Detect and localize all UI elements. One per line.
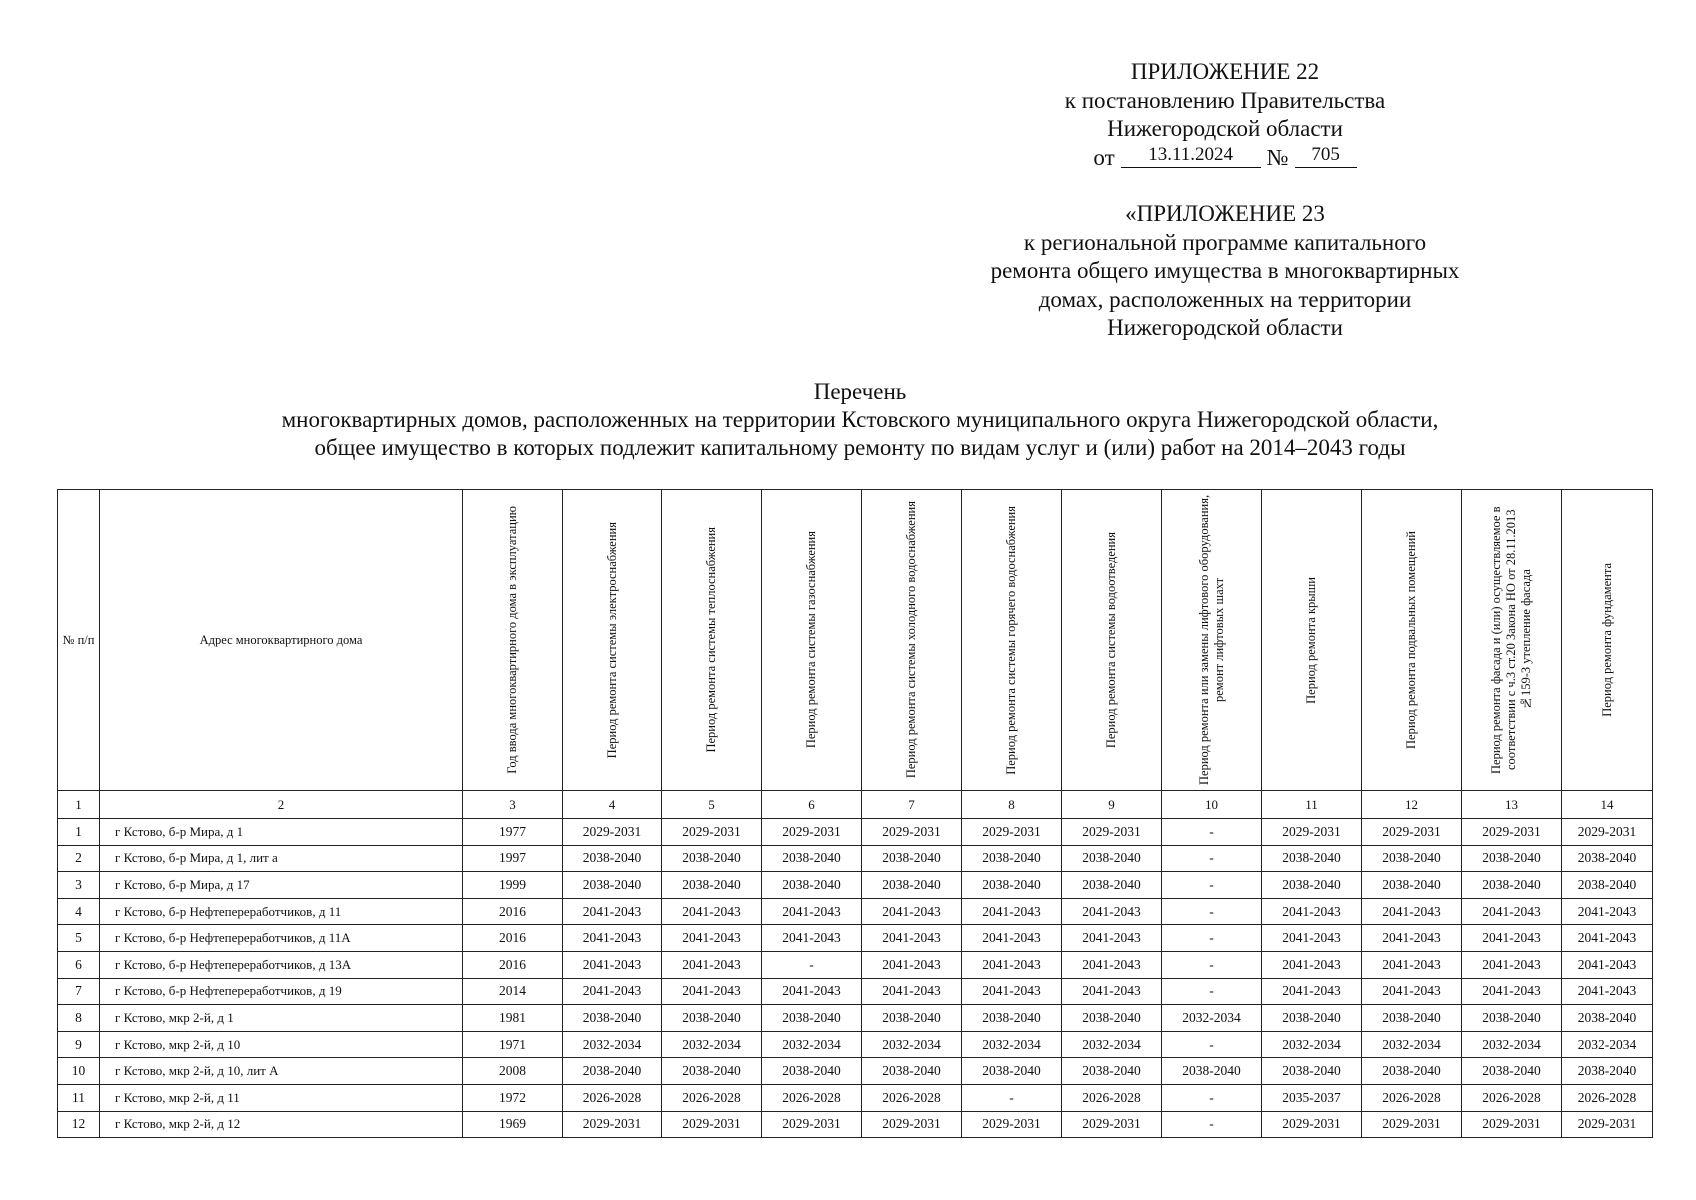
- period-cell: 2029-2031: [1462, 1111, 1562, 1138]
- period-cell: -: [962, 1084, 1062, 1111]
- period-cell: 2038-2040: [1262, 1005, 1362, 1032]
- year-cell: 1972: [463, 1084, 563, 1111]
- column-header-label: № п/п: [62, 632, 95, 647]
- period-cell: 2029-2031: [962, 819, 1062, 846]
- period-cell: 2038-2040: [962, 1058, 1062, 1085]
- period-cell: 2038-2040: [1462, 1005, 1562, 1032]
- period-cell: -: [1162, 951, 1262, 978]
- year-cell: 1997: [463, 845, 563, 872]
- period-cell: 2038-2040: [762, 1058, 862, 1085]
- period-cell: 2041-2043: [1062, 951, 1162, 978]
- address-cell: г Кстово, мкр 2-й, д 10: [100, 1031, 463, 1058]
- period-cell: 2041-2043: [862, 898, 962, 925]
- period-cell: 2029-2031: [1062, 819, 1162, 846]
- address-cell: г Кстово, мкр 2-й, д 12: [100, 1111, 463, 1138]
- appendix-title: ПРИЛОЖЕНИЕ 22: [1130, 59, 1320, 84]
- period-cell: 2041-2043: [662, 898, 762, 925]
- period-cell: 2041-2043: [1362, 978, 1462, 1005]
- period-cell: 2038-2040: [1462, 845, 1562, 872]
- column-number: 10: [1162, 791, 1262, 819]
- column-header: [662, 490, 762, 791]
- period-cell: 2026-2028: [1062, 1084, 1162, 1111]
- table-row: [58, 1031, 1653, 1058]
- period-cell: 2029-2031: [662, 819, 762, 846]
- period-cell: 2041-2043: [962, 925, 1062, 952]
- period-cell: -: [1162, 845, 1262, 872]
- period-cell: 2038-2040: [962, 845, 1062, 872]
- period-cell: 2038-2040: [862, 872, 962, 899]
- column-header: [1362, 490, 1462, 791]
- period-cell: 2029-2031: [1262, 1111, 1362, 1138]
- row-number-cell: 2: [58, 845, 100, 872]
- column-header-label: Период ремонта системы горячего водоснабжения: [1004, 505, 1018, 775]
- period-cell: 2041-2043: [1562, 898, 1653, 925]
- address-cell: г Кстово, б-р Мира, д 1: [100, 819, 463, 846]
- period-cell: 2038-2040: [662, 1005, 762, 1032]
- column-header-label: Период ремонта системы электроснабжения: [604, 521, 619, 759]
- row-number-cell: 6: [58, 951, 100, 978]
- period-cell: 2041-2043: [1062, 925, 1162, 952]
- table-row: [58, 898, 1653, 925]
- period-cell: 2041-2043: [962, 898, 1062, 925]
- period-cell: 2029-2031: [563, 1111, 662, 1138]
- column-number: 4: [563, 791, 662, 819]
- period-cell: 2032-2034: [1562, 1031, 1653, 1058]
- period-cell: 2041-2043: [762, 925, 862, 952]
- address-cell: г Кстово, б-р Нефтепереработчиков, д 13А: [100, 951, 463, 978]
- period-cell: 2029-2031: [563, 819, 662, 846]
- period-cell: 2038-2040: [662, 845, 762, 872]
- column-number: 2: [100, 791, 463, 819]
- period-cell: 2038-2040: [1262, 872, 1362, 899]
- period-cell: 2029-2031: [762, 1111, 862, 1138]
- table-row: [58, 1005, 1653, 1032]
- period-cell: 2032-2034: [662, 1031, 762, 1058]
- period-cell: 2038-2040: [1162, 1058, 1262, 1085]
- period-cell: -: [762, 951, 862, 978]
- period-cell: 2026-2028: [762, 1084, 862, 1111]
- period-cell: 2032-2034: [1162, 1005, 1262, 1032]
- column-header-label: Период ремонта подвальных помещений: [1404, 531, 1418, 749]
- period-cell: 2038-2040: [862, 1058, 962, 1085]
- appendix-line: ремонта общего имущества в многоквартирных: [990, 258, 1460, 283]
- address-cell: г Кстово, мкр 2-й, д 1: [100, 1005, 463, 1032]
- column-header: [463, 490, 563, 791]
- row-number-cell: 4: [58, 898, 100, 925]
- period-cell: 2032-2034: [762, 1031, 862, 1058]
- row-number-cell: 5: [58, 925, 100, 952]
- appendix-line: Нижегородской области: [1107, 315, 1343, 340]
- column-header: [100, 490, 463, 791]
- column-number: 3: [463, 791, 563, 819]
- period-cell: 2038-2040: [1062, 845, 1162, 872]
- period-cell: 2038-2040: [1062, 872, 1162, 899]
- year-cell: 2014: [463, 978, 563, 1005]
- period-cell: 2041-2043: [1362, 951, 1462, 978]
- row-number-cell: 10: [58, 1058, 100, 1085]
- period-cell: 2041-2043: [1562, 925, 1653, 952]
- period-cell: 2038-2040: [1362, 1058, 1462, 1085]
- period-cell: 2029-2031: [1362, 819, 1462, 846]
- title-line: общее имущество в которых подлежит капитальному ремонту по видам услуг и (или) работ на 2014–2043 годы: [314, 435, 1406, 460]
- period-cell: 2029-2031: [862, 819, 962, 846]
- address-cell: г Кстово, б-р Нефтепереработчиков, д 19: [100, 978, 463, 1005]
- signature-row: [990, 144, 1460, 173]
- table-row: [58, 1084, 1653, 1111]
- period-cell: 2041-2043: [1462, 898, 1562, 925]
- year-cell: 1971: [463, 1031, 563, 1058]
- year-cell: 1999: [463, 872, 563, 899]
- period-cell: 2038-2040: [1062, 1058, 1162, 1085]
- period-cell: 2041-2043: [1262, 951, 1362, 978]
- period-cell: 2038-2040: [1362, 872, 1462, 899]
- column-header-label: Период ремонта системы холодного водоснабжения: [904, 501, 918, 779]
- year-cell: 1969: [463, 1111, 563, 1138]
- period-cell: 2038-2040: [563, 845, 662, 872]
- period-cell: 2026-2028: [662, 1084, 762, 1111]
- table-row: [58, 951, 1653, 978]
- table-header-row: [58, 490, 1653, 791]
- period-cell: -: [1162, 1084, 1262, 1111]
- period-cell: 2041-2043: [862, 925, 962, 952]
- column-header: [1062, 490, 1162, 791]
- period-cell: -: [1162, 1031, 1262, 1058]
- appendix-line: к региональной программе капитального: [1023, 229, 1427, 255]
- table-row: [58, 1111, 1653, 1138]
- period-cell: 2041-2043: [1262, 898, 1362, 925]
- period-cell: 2038-2040: [862, 1005, 962, 1032]
- period-cell: 2041-2043: [862, 951, 962, 978]
- year-cell: 1977: [463, 819, 563, 846]
- period-cell: 2038-2040: [1362, 1005, 1462, 1032]
- period-cell: 2041-2043: [563, 925, 662, 952]
- column-number: 6: [762, 791, 862, 819]
- period-cell: 2041-2043: [1262, 925, 1362, 952]
- row-number-cell: 7: [58, 978, 100, 1005]
- period-cell: 2032-2034: [1262, 1031, 1362, 1058]
- appendix-title: «ПРИЛОЖЕНИЕ 23: [1125, 201, 1325, 226]
- period-cell: 2038-2040: [662, 1058, 762, 1085]
- period-cell: 2038-2040: [1262, 845, 1362, 872]
- period-cell: 2038-2040: [862, 845, 962, 872]
- year-cell: 2016: [463, 898, 563, 925]
- decree-number: 705: [1295, 144, 1357, 168]
- period-cell: 2035-2037: [1262, 1084, 1362, 1111]
- period-cell: 2041-2043: [1562, 978, 1653, 1005]
- period-cell: 2038-2040: [762, 872, 862, 899]
- period-cell: 2029-2031: [1562, 819, 1653, 846]
- year-cell: 2016: [463, 925, 563, 952]
- table-row: [58, 978, 1653, 1005]
- period-cell: 2041-2043: [762, 898, 862, 925]
- decree-date: 13.11.2024: [1121, 144, 1261, 168]
- period-cell: 2029-2031: [962, 1111, 1062, 1138]
- period-cell: 2032-2034: [962, 1031, 1062, 1058]
- table-row: [58, 819, 1653, 846]
- year-cell: 2008: [463, 1058, 563, 1085]
- period-cell: 2038-2040: [1462, 1058, 1562, 1085]
- period-cell: 2038-2040: [1262, 1058, 1362, 1085]
- row-number-cell: 8: [58, 1005, 100, 1032]
- period-cell: 2041-2043: [1362, 898, 1462, 925]
- period-cell: 2032-2034: [563, 1031, 662, 1058]
- period-cell: 2029-2031: [862, 1111, 962, 1138]
- row-number-cell: 3: [58, 872, 100, 899]
- row-number-cell: 11: [58, 1084, 100, 1111]
- column-header-label: Год ввода многоквартирного дома в эксплуатацию: [505, 506, 519, 774]
- column-number: 9: [1062, 791, 1162, 819]
- column-number: 1: [58, 791, 100, 819]
- period-cell: 2032-2034: [1062, 1031, 1162, 1058]
- appendix-line: Нижегородской области: [1107, 116, 1343, 141]
- column-number: 13: [1462, 791, 1562, 819]
- address-cell: г Кстово, б-р Нефтепереработчиков, д 11: [100, 898, 463, 925]
- year-cell: 2016: [463, 951, 563, 978]
- column-header-label: Период ремонта или замены лифтового оборудования, ремонт лифтовых шахт: [1196, 494, 1226, 786]
- period-cell: 2038-2040: [563, 1058, 662, 1085]
- period-cell: 2038-2040: [762, 845, 862, 872]
- period-cell: -: [1162, 898, 1262, 925]
- column-header: [762, 490, 862, 791]
- period-cell: 2032-2034: [862, 1031, 962, 1058]
- period-cell: 2029-2031: [1262, 819, 1362, 846]
- period-cell: 2041-2043: [1062, 978, 1162, 1005]
- address-cell: г Кстово, б-р Мира, д 1, лит а: [100, 845, 463, 872]
- title-line: многоквартирных домов, расположенных на территории Кстовского муниципального округа Нижегородской области,: [281, 407, 1439, 432]
- column-header: [862, 490, 962, 791]
- column-number: 7: [862, 791, 962, 819]
- period-cell: 2041-2043: [862, 978, 962, 1005]
- column-header-label: Период ремонта системы газоснабжения: [804, 531, 818, 749]
- period-cell: 2038-2040: [563, 1005, 662, 1032]
- period-cell: 2041-2043: [662, 925, 762, 952]
- column-header: [1562, 490, 1653, 791]
- period-cell: 2026-2028: [563, 1084, 662, 1111]
- table-row: [58, 1058, 1653, 1085]
- column-header-label: Период ремонта системы теплоснабжения: [704, 527, 718, 753]
- address-cell: г Кстово, мкр 2-й, д 10, лит А: [100, 1058, 463, 1085]
- appendix-block: [990, 58, 1460, 172]
- period-cell: -: [1162, 819, 1262, 846]
- appendix-program-block: [990, 200, 1460, 343]
- row-number-cell: 12: [58, 1111, 100, 1138]
- row-number-cell: 9: [58, 1031, 100, 1058]
- period-cell: 2041-2043: [1362, 925, 1462, 952]
- column-header: [563, 490, 662, 791]
- period-cell: 2041-2043: [762, 978, 862, 1005]
- period-cell: 2038-2040: [1562, 1058, 1653, 1085]
- period-cell: 2026-2028: [862, 1084, 962, 1111]
- column-number: 12: [1362, 791, 1462, 819]
- appendix-line: к постановлению Правительства: [1064, 87, 1386, 113]
- table-row: [58, 845, 1653, 872]
- period-cell: 2038-2040: [563, 872, 662, 899]
- period-cell: 2041-2043: [563, 898, 662, 925]
- document-title: [140, 378, 1580, 462]
- column-number-row: [58, 791, 1653, 819]
- period-cell: 2032-2034: [1362, 1031, 1462, 1058]
- period-cell: -: [1162, 872, 1262, 899]
- column-header-label: Период ремонта системы водоотведения: [1104, 531, 1118, 749]
- column-header: [1462, 490, 1562, 791]
- period-cell: 2038-2040: [962, 1005, 1062, 1032]
- column-header-label: Адрес многоквартирного дома: [199, 632, 363, 647]
- column-header: [962, 490, 1062, 791]
- title-line: Перечень: [813, 379, 907, 404]
- period-cell: 2038-2040: [1062, 1005, 1162, 1032]
- column-number: 14: [1562, 791, 1653, 819]
- period-cell: 2041-2043: [962, 951, 1062, 978]
- period-cell: 2038-2040: [762, 1005, 862, 1032]
- column-header: [1262, 490, 1362, 791]
- period-cell: 2038-2040: [1562, 845, 1653, 872]
- column-number: 11: [1262, 791, 1362, 819]
- column-header: [1162, 490, 1262, 791]
- period-cell: 2041-2043: [1462, 951, 1562, 978]
- period-cell: 2038-2040: [1562, 1005, 1653, 1032]
- period-cell: 2029-2031: [1562, 1111, 1653, 1138]
- period-cell: 2029-2031: [1362, 1111, 1462, 1138]
- period-cell: -: [1162, 925, 1262, 952]
- column-number: 5: [662, 791, 762, 819]
- number-sign: №: [1266, 144, 1289, 170]
- period-cell: 2026-2028: [1562, 1084, 1653, 1111]
- address-cell: г Кстово, б-р Нефтепереработчиков, д 11А: [100, 925, 463, 952]
- period-cell: 2029-2031: [1462, 819, 1562, 846]
- period-cell: 2038-2040: [662, 872, 762, 899]
- column-header-label: Период ремонта фундамента: [1599, 563, 1614, 717]
- appendix-line: домах, расположенных на территории: [1038, 286, 1412, 312]
- period-cell: 2041-2043: [662, 951, 762, 978]
- period-cell: 2041-2043: [962, 978, 1062, 1005]
- year-cell: 1981: [463, 1005, 563, 1032]
- column-header: [58, 490, 100, 791]
- period-cell: 2041-2043: [1062, 898, 1162, 925]
- address-cell: г Кстово, б-р Мира, д 17: [100, 872, 463, 899]
- period-cell: -: [1162, 978, 1262, 1005]
- period-cell: 2041-2043: [1462, 925, 1562, 952]
- period-cell: 2032-2034: [1462, 1031, 1562, 1058]
- table-row: [58, 872, 1653, 899]
- period-cell: 2041-2043: [1562, 951, 1653, 978]
- period-cell: 2029-2031: [1062, 1111, 1162, 1138]
- date-prefix: от: [1093, 144, 1115, 170]
- period-cell: 2038-2040: [1362, 845, 1462, 872]
- period-cell: 2041-2043: [563, 951, 662, 978]
- address-cell: г Кстово, мкр 2-й, д 11: [100, 1084, 463, 1111]
- row-number-cell: 1: [58, 819, 100, 846]
- table-row: [58, 925, 1653, 952]
- period-cell: 2038-2040: [1462, 872, 1562, 899]
- column-header-label: Период ремонта фасада и (или) осуществляемое в соответствии с ч.3 ст.20 Закона НО от 28.11.2013 №159-З утепление фасада: [1489, 506, 1533, 774]
- houses-table: [57, 489, 1653, 1138]
- period-cell: 2029-2031: [762, 819, 862, 846]
- period-cell: 2026-2028: [1462, 1084, 1562, 1111]
- column-number: 8: [962, 791, 1062, 819]
- period-cell: 2041-2043: [1262, 978, 1362, 1005]
- period-cell: 2041-2043: [662, 978, 762, 1005]
- period-cell: 2029-2031: [662, 1111, 762, 1138]
- period-cell: -: [1162, 1111, 1262, 1138]
- period-cell: 2041-2043: [1462, 978, 1562, 1005]
- period-cell: 2041-2043: [563, 978, 662, 1005]
- period-cell: 2026-2028: [1362, 1084, 1462, 1111]
- column-header-label: Период ремонта крыши: [1304, 576, 1318, 704]
- period-cell: 2038-2040: [1562, 872, 1653, 899]
- period-cell: 2038-2040: [962, 872, 1062, 899]
